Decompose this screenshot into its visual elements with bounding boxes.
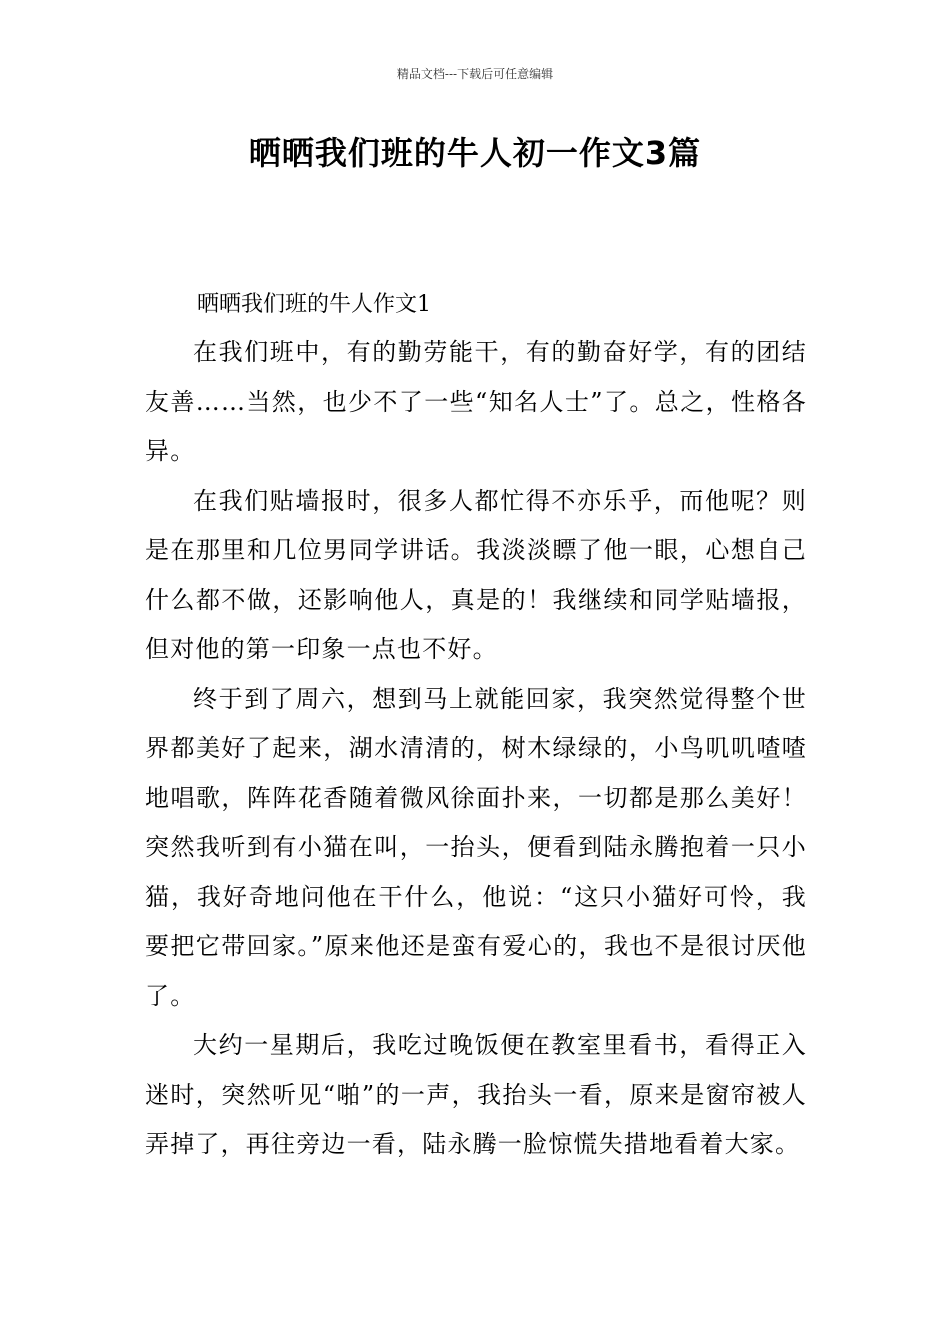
paragraph-3: 终于到了周六，想到马上就能回家，我突然觉得整个世界都美好了起来，湖水清清的，树木绿绿的，小鸟叽叽喳喳地唱歌，阵阵花香随着微风徐面扑来，一切都是那么美好！突然我听到有小猫在叫，一抬头，便看到陆永腾抱着一只小猫，我好奇地问他在干什么，他说：“这只小猫好可怜，我要把它带回家。”原来他还是蛮有爱心的，我也不是很讨厌他了。	[145, 684, 807, 1010]
paragraph-2: 在我们贴墙报时，很多人都忙得不亦乐乎，而他呢？则是在那里和几位男同学讲话。我淡淡瞟了他一眼，心想自己什么都不做，还影响他人，真是的！我继续和同学贴墙报，但对他的第一印象一点也不好。	[145, 486, 807, 663]
document-title: 晒晒我们班的牛人初一作文3篇	[248, 134, 702, 172]
paragraph-4: 大约一星期后，我吃过晚饭便在教室里看书，看得正入迷时，突然听见“啪”的一声，我抬头一看，原来是窗帘被人弄掉了，再往旁边一看，陆永腾一脸惊慌失措地看着大家。	[145, 1031, 807, 1158]
essay-body	[145, 282, 807, 1170]
essay-heading: 晒晒我们班的牛人作文1	[197, 292, 431, 317]
page-header-note: 精品文档---下载后可任意编辑	[396, 67, 554, 81]
paragraph-1: 在我们班中，有的勤劳能干，有的勤奋好学，有的团结友善……当然，也少不了一些“知名人士”了。总之，性格各异。	[145, 338, 807, 465]
